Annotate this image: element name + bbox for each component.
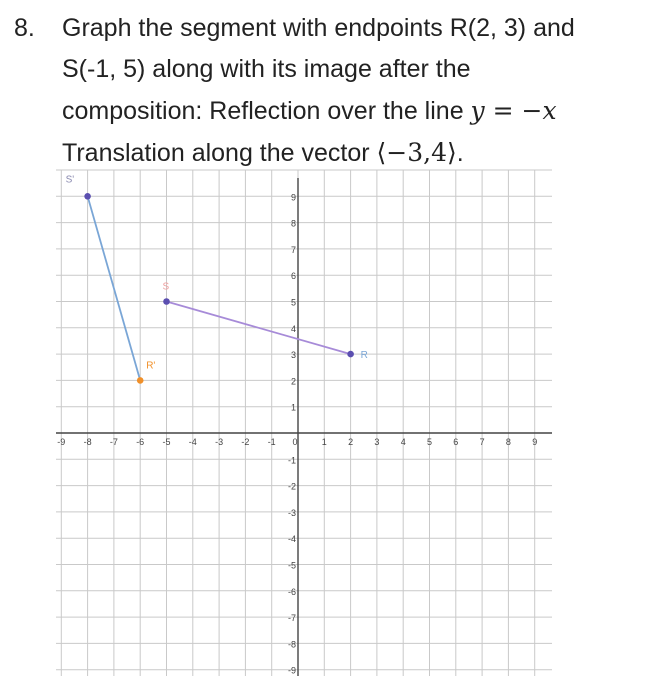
y-tick-label: 6 <box>290 271 296 282</box>
problem-number: 8. <box>14 14 35 42</box>
y-tick-label: -1 <box>287 455 296 466</box>
y-tick-label: -2 <box>287 481 296 492</box>
point-label: S <box>162 281 170 293</box>
math-equals-minus: = − <box>484 96 543 125</box>
x-tick-label: -6 <box>136 437 145 447</box>
y-tick-label: -6 <box>287 586 296 597</box>
y-tick-label: 2 <box>290 376 296 387</box>
x-tick-label: 7 <box>479 437 485 447</box>
y-tick-label: -3 <box>287 507 296 518</box>
problem-line-3-text: composition: Reflection over the line <box>62 97 471 125</box>
y-tick-label: -9 <box>287 665 296 676</box>
point-label: R' <box>146 360 156 372</box>
problem-line-4-period: . <box>456 139 464 167</box>
y-tick-label: -8 <box>287 639 296 650</box>
point <box>163 298 170 305</box>
point <box>84 193 91 200</box>
tick-labels <box>57 192 537 675</box>
x-tick-label: -7 <box>109 437 118 447</box>
x-tick-label: 6 <box>453 437 459 447</box>
problem-line-2: S(-1, 5) along with its image after the <box>62 55 471 83</box>
point <box>137 377 144 384</box>
y-tick-label: -7 <box>287 613 296 624</box>
axes <box>56 178 552 676</box>
y-tick-label: 7 <box>290 244 296 255</box>
point <box>347 351 354 358</box>
x-tick-label: 3 <box>374 437 380 447</box>
y-tick-label: 9 <box>290 192 296 203</box>
x-tick-label: -2 <box>241 437 250 447</box>
x-tick-label: 9 <box>532 437 538 447</box>
x-tick-label: -4 <box>188 437 197 447</box>
x-tick-label: -3 <box>215 437 224 447</box>
point-label: S' <box>65 174 75 186</box>
x-tick-label: -9 <box>57 437 66 447</box>
math-y: y <box>470 96 485 125</box>
grid-lines <box>56 170 552 676</box>
y-tick-label: -5 <box>287 560 296 571</box>
problem-line-4-text: Translation along the vector <box>62 139 377 167</box>
problem-line-1: Graph the segment with endpoints R(2, 3) and <box>62 14 575 42</box>
math-x: x <box>542 96 557 125</box>
x-tick-label: 5 <box>426 437 433 447</box>
x-tick-label: -8 <box>83 437 92 447</box>
y-tick-label: 8 <box>290 218 296 229</box>
x-tick-label: -5 <box>162 437 171 447</box>
x-tick-label: 0 <box>292 437 298 447</box>
translation-vector: ⟨−3,4⟩ <box>376 138 457 167</box>
x-tick-label: 4 <box>400 437 406 447</box>
x-tick-label: 2 <box>348 437 354 447</box>
y-tick-label: 4 <box>290 323 296 334</box>
x-tick-label: -1 <box>267 437 276 447</box>
y-tick-label: 1 <box>290 402 296 413</box>
x-tick-label: 8 <box>505 437 511 447</box>
y-tick-label: 5 <box>290 297 296 308</box>
y-tick-label: -4 <box>287 534 296 545</box>
y-tick-label: 3 <box>290 350 296 361</box>
x-tick-label: 1 <box>321 437 327 447</box>
point-label: R <box>360 350 368 362</box>
